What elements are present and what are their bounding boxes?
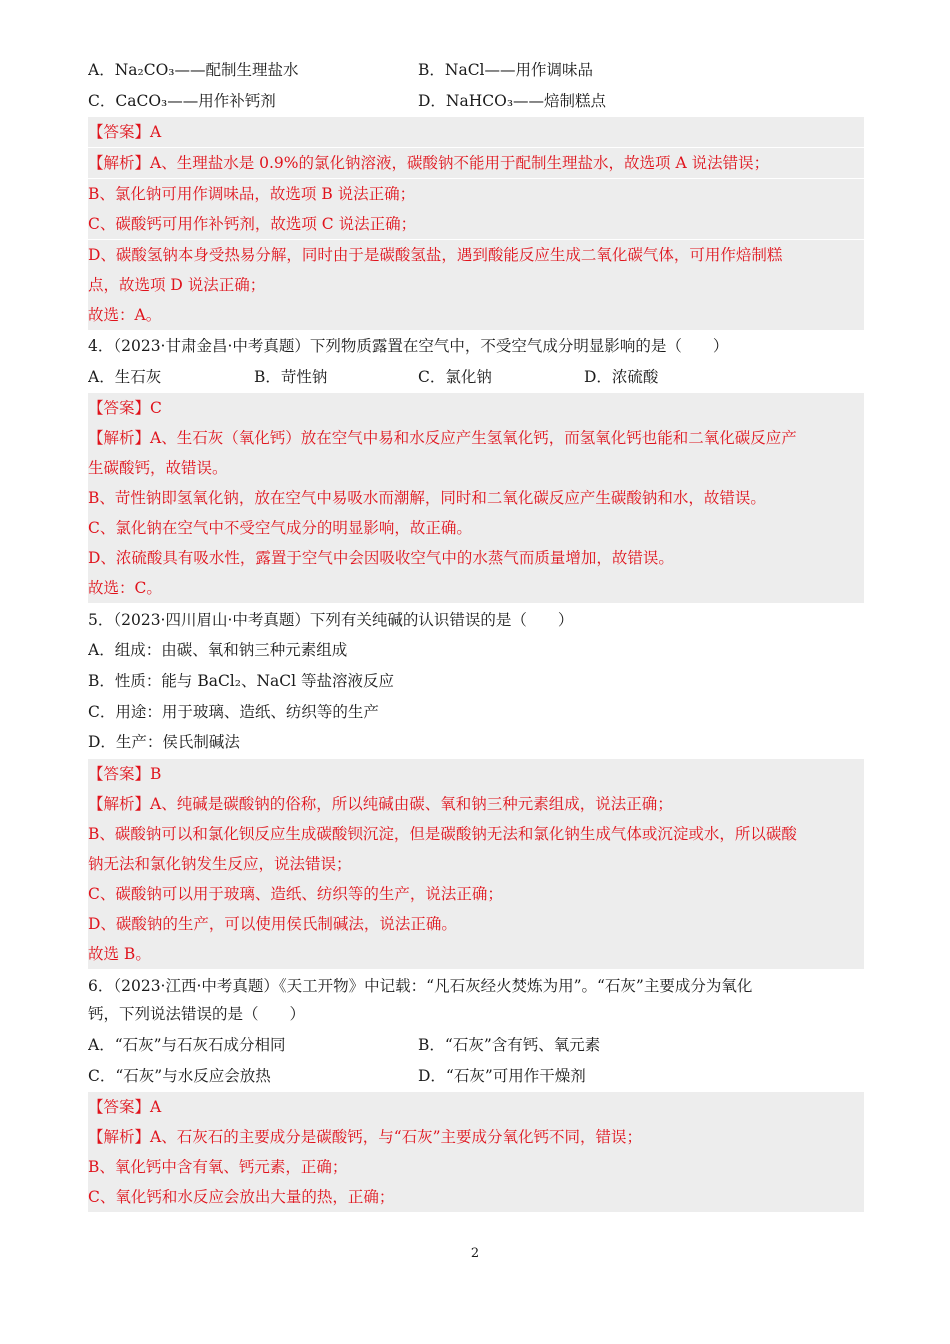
q3-analysis-line: D、碳酸氢钠本身受热易分解，同时由于是碳酸氢盐，遇到酸能反应生成二氧化碳气体，可用作焙制糕 [88, 240, 864, 270]
q4-options-row [88, 362, 864, 392]
q3-option-a: A．Na₂CO₃——配制生理盐水 [88, 61, 299, 79]
q4-analysis-line: D、浓硫酸具有吸水性，露置于空气中会因吸收空气中的水蒸气而质量增加，故错误。 [88, 543, 864, 573]
q5-analysis-line: B、碳酸钠可以和氯化钡反应生成碳酸钡沉淀，但是碳酸钠无法和氯化钠生成气体或沉淀或水，所以碳酸 [88, 819, 864, 849]
q6-options-row-1 [88, 1030, 864, 1060]
q3-analysis-line: B、氯化钠可用作调味品，故选项 B 说法正确； [88, 179, 864, 209]
q5-stem: 5．（2023·四川眉山·中考真题）下列有关纯碱的认识错误的是（ ） [88, 611, 574, 629]
answer-label: 【答案】 [88, 399, 151, 417]
analysis-text: A、生理盐水是 0.9%的氯化钠溶液，碳酸钠不能用于配制生理盐水，故选项 A 说法错误； [150, 154, 770, 172]
q4-answer [88, 393, 864, 423]
q6-analysis-line: B、氧化钙中含有氧、钙元素，正确； [88, 1152, 864, 1182]
q6-option-c: C．“石灰”与水反应会放热 [88, 1067, 271, 1085]
q6-stem-line-2: 钙，下列说法错误的是（ ） [88, 1005, 306, 1023]
answer-value: C [150, 399, 162, 417]
q5-analysis-line [88, 789, 864, 819]
q6-stem-line-1: 6．（2023·江西·中考真题）《天工开物》中记载：“凡石灰经火焚炼为用”。“石灰”主要成分为氧化 [88, 977, 753, 995]
q5-analysis-line: 故选 B。 [88, 939, 864, 969]
q5-analysis-line: D、碳酸钠的生产，可以使用侯氏制碱法，说法正确。 [88, 909, 864, 939]
q6-options-row-2 [88, 1061, 864, 1091]
q5-analysis-line: 钠无法和氯化钠发生反应，说法错误； [88, 849, 864, 879]
q5-option-a: A．组成：由碳、氧和钠三种元素组成 [88, 641, 348, 659]
q6-option-a: A．“石灰”与石灰石成分相同 [88, 1036, 286, 1054]
q3-option-b: B．NaCl——用作调味品 [418, 61, 594, 79]
q4-option-a: A．生石灰 [88, 368, 162, 386]
answer-label: 【答案】 [88, 765, 151, 783]
q3-analysis-line: 点，故选项 D 说法正确； [88, 270, 864, 300]
q4-analysis-line: 故选：C。 [88, 573, 864, 603]
q3-analysis-line: C、碳酸钙可用作补钙剂，故选项 C 说法正确； [88, 209, 864, 239]
q4-option-b: B．苛性钠 [254, 368, 328, 386]
q5-answer [88, 759, 864, 789]
q3-option-d: D．NaHCO₃——焙制糕点 [418, 92, 607, 110]
q3-answer [88, 117, 864, 147]
q6-option-b: B．“石灰”含有钙、氧元素 [418, 1036, 601, 1054]
q4-analysis-line: C、氯化钠在空气中不受空气成分的明显影响，故正确。 [88, 513, 864, 543]
q4-option-d: D．浓硫酸 [584, 368, 659, 386]
q6-answer [88, 1092, 864, 1122]
q5-option-c: C．用途：用于玻璃、造纸、纺织等的生产 [88, 703, 379, 721]
q3-analysis-line [88, 148, 864, 178]
q3-analysis-line: 故选：A。 [88, 300, 864, 330]
page-number: 2 [470, 1246, 480, 1261]
answer-value: A [150, 123, 162, 141]
q4-analysis-line: B、苛性钠即氢氧化钠，放在空气中易吸水而潮解，同时和二氧化碳反应产生碳酸钠和水，故错误。 [88, 483, 864, 513]
q5-option-b: B．性质：能与 BaCl₂、NaCl 等盐溶液反应 [88, 672, 395, 690]
q5-analysis-line: C、碳酸钠可以用于玻璃、造纸、纺织等的生产，说法正确； [88, 879, 864, 909]
q4-analysis-line: 生碳酸钙，故错误。 [88, 453, 864, 483]
answer-label: 【答案】 [88, 1098, 151, 1116]
analysis-text: A、生石灰（氧化钙）放在空气中易和水反应产生氢氧化钙，而氢氧化钙也能和二氧化碳反应产 [150, 429, 797, 447]
q6-analysis-line [88, 1122, 864, 1152]
answer-label: 【答案】 [88, 123, 151, 141]
analysis-text: A、石灰石的主要成分是碳酸钙，与“石灰”主要成分氧化钙不同，错误； [150, 1128, 643, 1146]
answer-value: B [150, 765, 162, 783]
q3-options-row-1 [88, 55, 864, 85]
q4-option-c: C．氯化钠 [418, 368, 492, 386]
q5-option-d: D．生产：侯氏制碱法 [88, 733, 240, 751]
analysis-label: 【解析】 [88, 429, 151, 447]
analysis-label: 【解析】 [88, 795, 151, 813]
answer-value: A [150, 1098, 162, 1116]
analysis-label: 【解析】 [88, 154, 151, 172]
q4-stem: 4．（2023·甘肃金昌·中考真题）下列物质露置在空气中，不受空气成分明显影响的是（ ） [88, 337, 729, 355]
q6-analysis-line: C、氧化钙和水反应会放出大量的热，正确； [88, 1182, 864, 1212]
q6-option-d: D．“石灰”可用作干燥剂 [418, 1067, 586, 1085]
analysis-label: 【解析】 [88, 1128, 151, 1146]
q3-option-c: C．CaCO₃——用作补钙剂 [88, 92, 276, 110]
q3-options-row-2 [88, 86, 864, 116]
analysis-text: A、纯碱是碳酸钠的俗称，所以纯碱由碳、氧和钠三种元素组成，说法正确； [150, 795, 673, 813]
q4-analysis-line [88, 423, 864, 453]
